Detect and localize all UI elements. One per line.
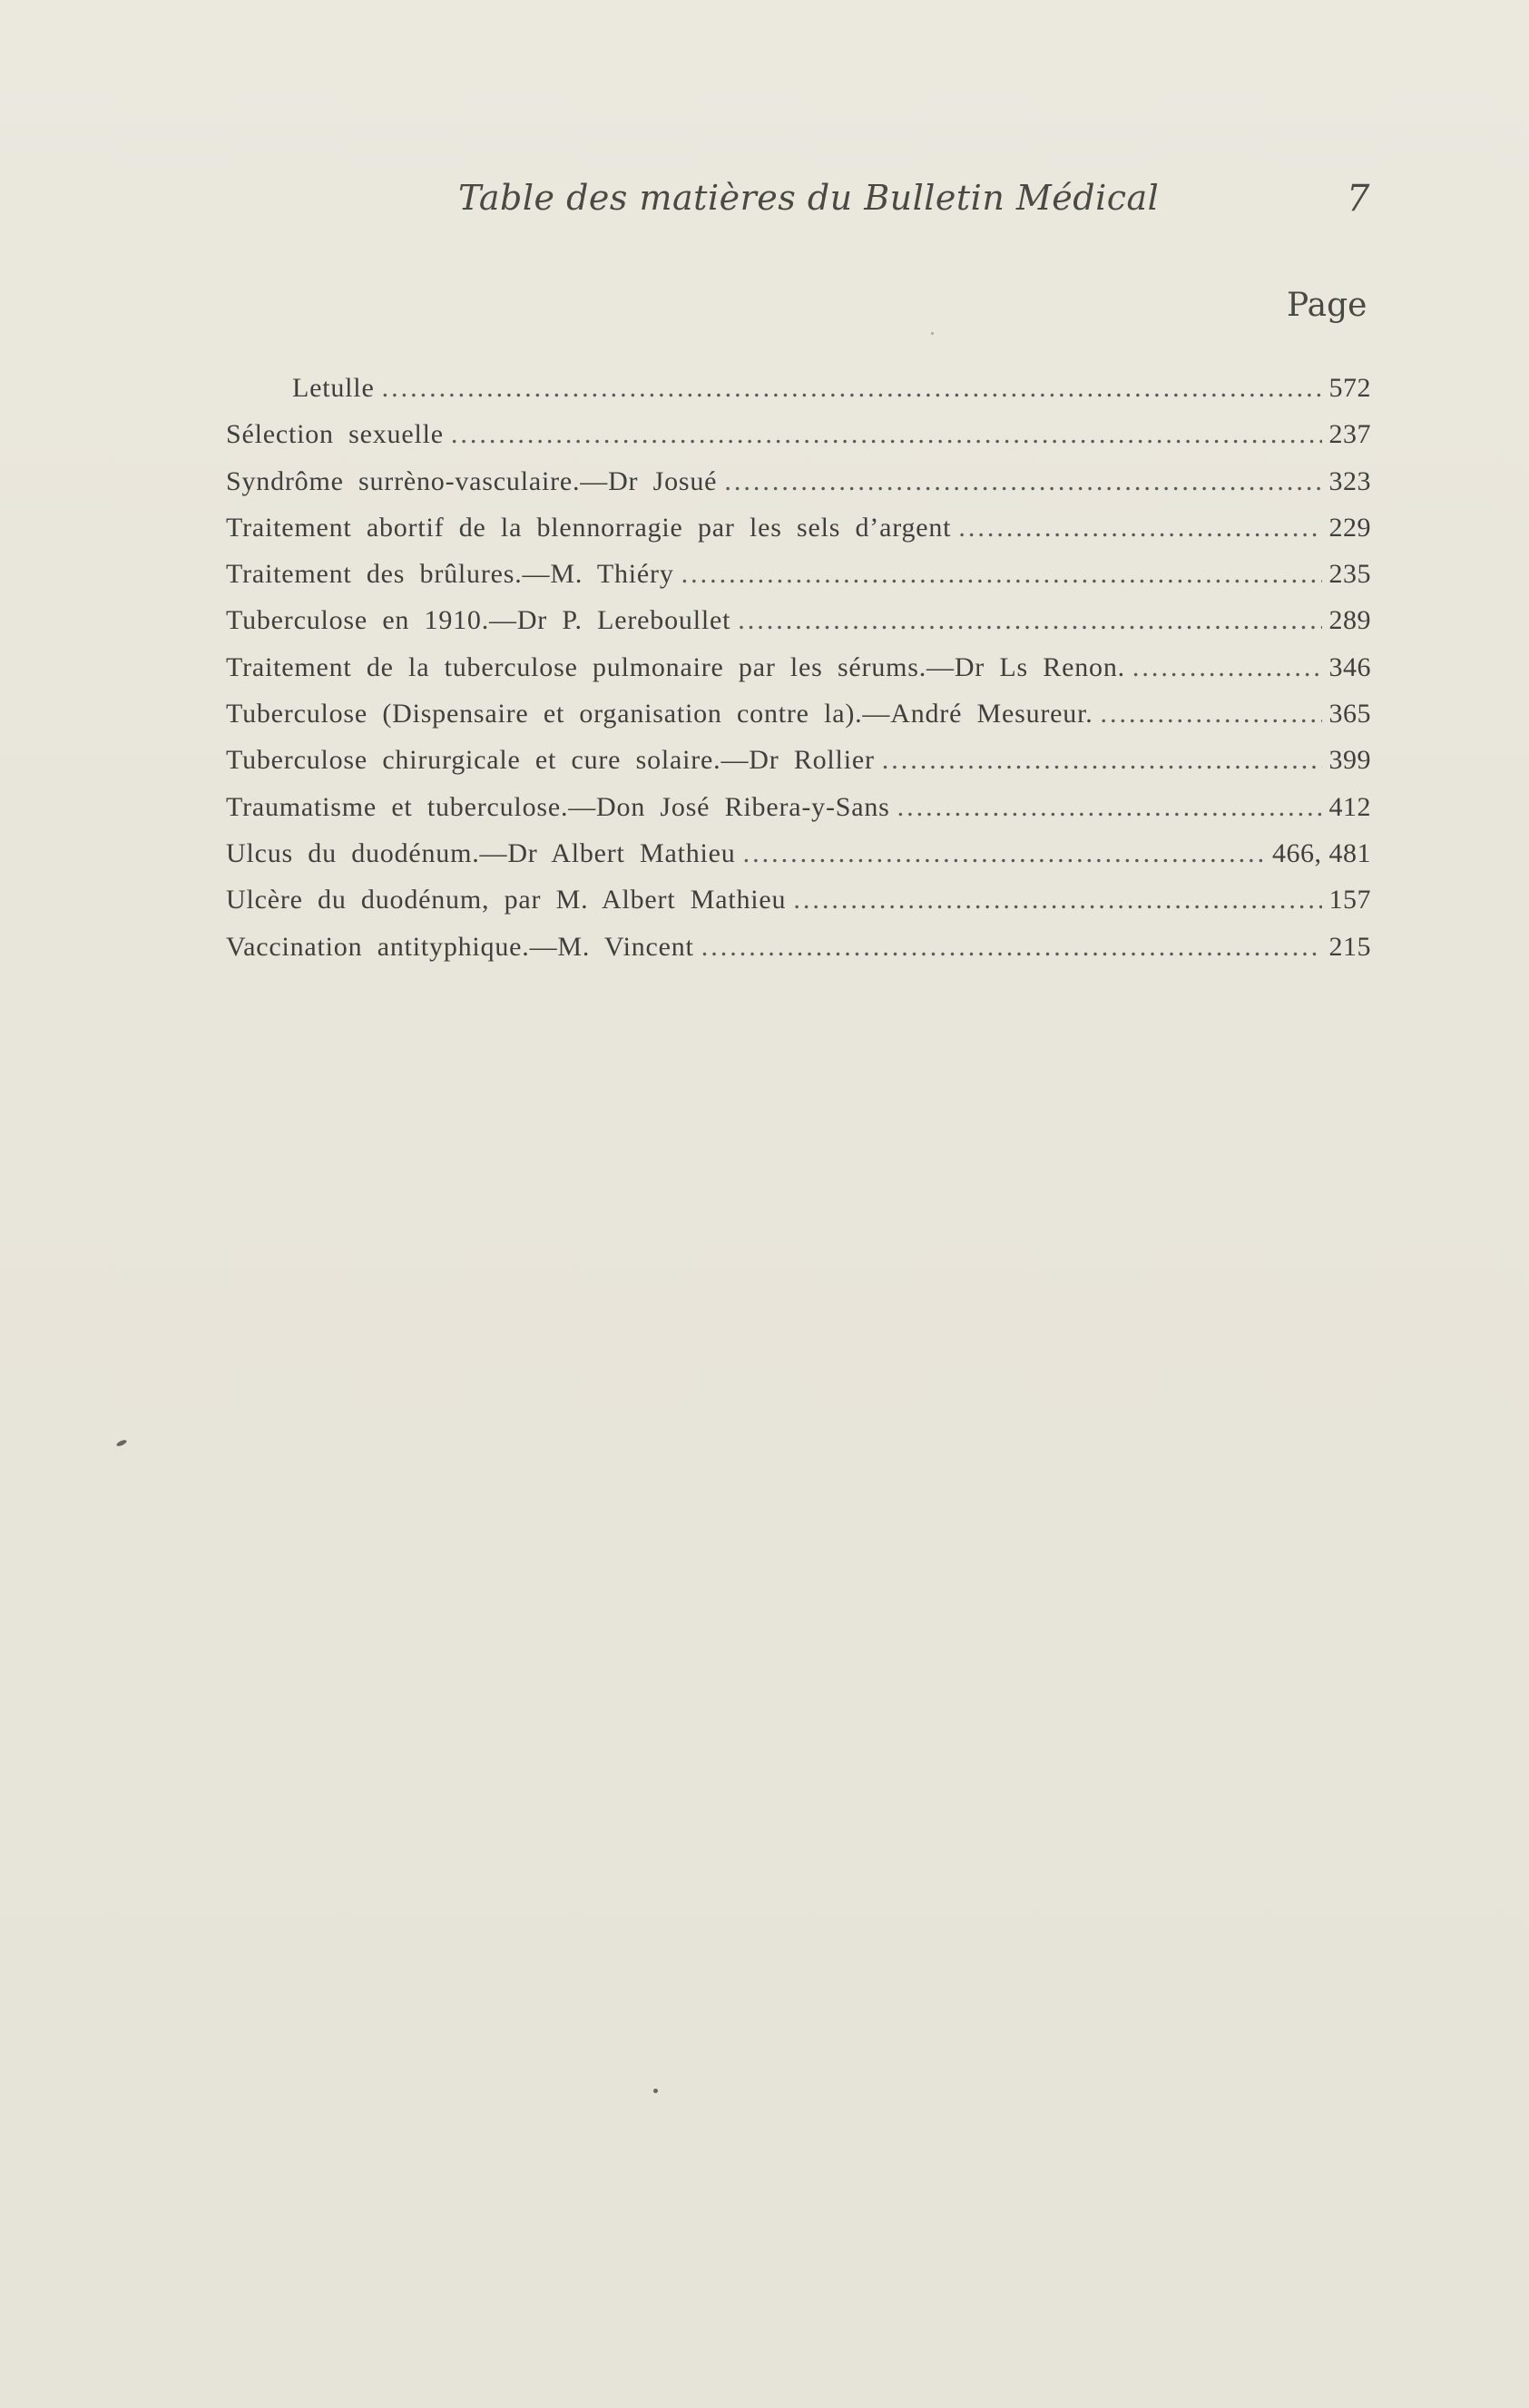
leader-dots <box>738 597 1321 643</box>
entry-title: Traitement des brûlures.—M. Thiéry <box>226 559 674 590</box>
toc-entry <box>226 830 1371 876</box>
leader-dots <box>1101 690 1322 737</box>
leader-dots <box>451 411 1322 457</box>
table-of-contents <box>226 365 1371 970</box>
entry-page: 229 <box>1328 512 1371 543</box>
toc-entry <box>226 504 1371 551</box>
toc-entry <box>226 365 1371 411</box>
entry-page: 399 <box>1328 745 1371 776</box>
entry-page: 466, 481 <box>1272 837 1371 868</box>
leader-dots <box>724 458 1321 504</box>
leader-dots <box>882 737 1322 783</box>
entry-page: 412 <box>1328 791 1371 822</box>
leader-dots <box>1132 644 1322 690</box>
toc-entry <box>226 784 1371 830</box>
entry-title: Traitement abortif de la blennorragie par les sels d’argent <box>226 512 952 543</box>
leader-dots <box>897 784 1322 830</box>
entry-page: 323 <box>1328 465 1371 496</box>
entry-title: Traitement de la tuberculose pulmonaire par les sérums.—Dr Ls Renon. <box>226 651 1125 682</box>
toc-entry <box>226 737 1371 783</box>
leader-dots <box>701 924 1322 970</box>
paper-speck <box>653 2089 658 2093</box>
toc-entry <box>226 597 1371 643</box>
entry-title: Tuberculose en 1910.—Dr P. Lereboullet <box>226 605 731 636</box>
toc-entry <box>226 644 1371 690</box>
entry-page: 346 <box>1328 651 1371 682</box>
toc-entry <box>226 458 1371 504</box>
toc-entry <box>226 690 1371 737</box>
paper-speck <box>116 1439 128 1448</box>
entry-title: Tuberculose chirurgicale et cure solaire.—Dr Rollier <box>226 745 875 776</box>
entry-page: 572 <box>1328 373 1371 403</box>
leader-dots <box>743 830 1265 876</box>
toc-entry <box>226 924 1371 970</box>
entry-page: 289 <box>1328 605 1371 636</box>
entry-title: Syndrôme surrèno-vasculaire.—Dr Josué <box>226 465 718 496</box>
running-title: Table des matières du Bulletin Médical <box>458 178 1160 218</box>
leader-dots <box>382 365 1322 411</box>
toc-entry <box>226 551 1371 597</box>
entry-page: 157 <box>1328 885 1371 915</box>
toc-entry <box>226 411 1371 457</box>
toc-entry <box>226 876 1371 923</box>
entry-title: Tuberculose (Dispensaire et organisation contre la).—André Mesureur. <box>226 699 1093 729</box>
entry-title: Traumatisme et tuberculose.—Don José Ribera-y-Sans <box>226 791 890 822</box>
leader-dots <box>681 551 1322 597</box>
entry-title: Vaccination antityphique.—M. Vincent <box>226 931 694 962</box>
entry-page: 215 <box>1328 931 1371 962</box>
page-column-label: Page <box>1287 287 1367 324</box>
entry-title: Ulcère du duodénum, par M. Albert Mathieu <box>226 885 787 915</box>
page-number: 7 <box>1347 178 1370 220</box>
entry-page: 365 <box>1328 699 1371 729</box>
entry-title: Letulle <box>292 373 375 403</box>
entry-title: Sélection sexuelle <box>226 419 444 450</box>
entry-page: 235 <box>1328 559 1371 590</box>
entry-page: 237 <box>1328 419 1371 450</box>
paper-speck <box>931 332 934 335</box>
leader-dots <box>958 504 1321 551</box>
entry-title: Ulcus du duodénum.—Dr Albert Mathieu <box>226 837 736 868</box>
leader-dots <box>793 876 1321 923</box>
